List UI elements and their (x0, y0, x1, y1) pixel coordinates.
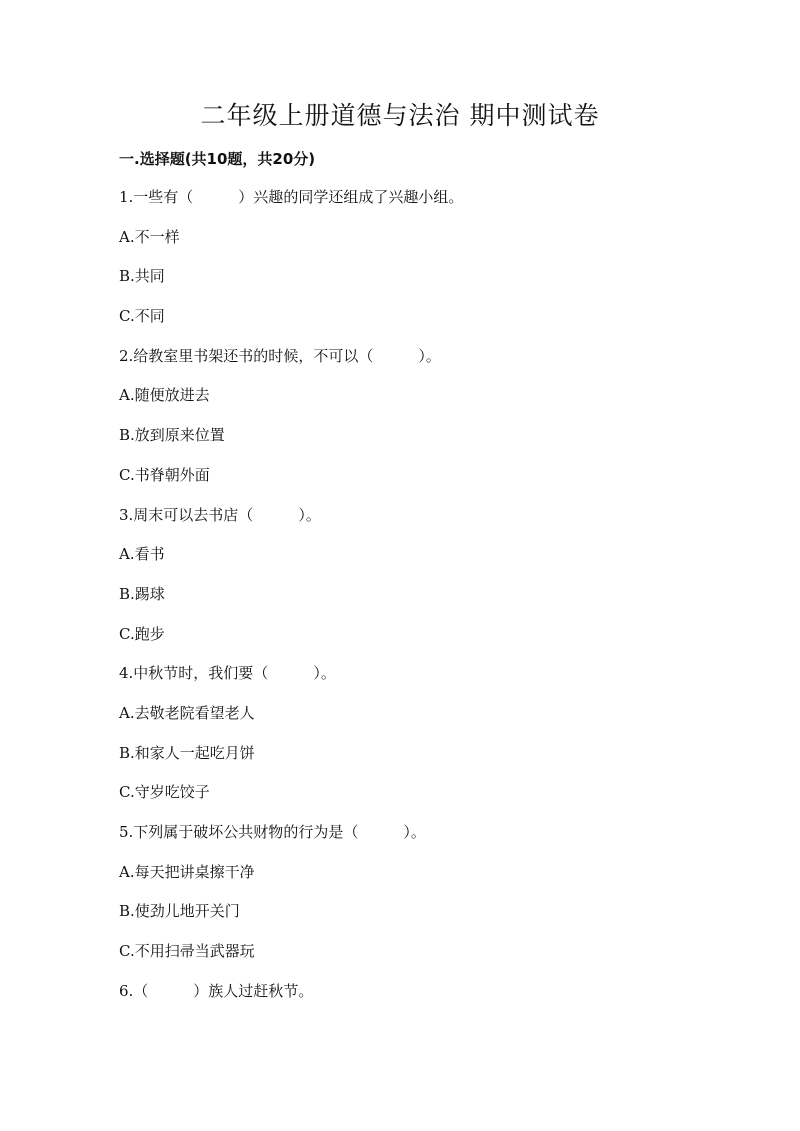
question-5-option-c: C.不用扫帚当武器玩 (119, 942, 255, 961)
question-6-stem: 6.（ ）族人过赶秋节。 (119, 981, 314, 1000)
question-4-option-c: C.守岁吃饺子 (119, 783, 210, 802)
page-title: 二年级上册道德与法治 期中测试卷 (200, 101, 600, 130)
question-3-option-a: A.看书 (119, 545, 165, 564)
section-heading: 一.选择题(共10题，共20分) (119, 150, 316, 168)
question-2-option-b: B.放到原来位置 (119, 426, 225, 445)
question-5-stem: 5.下列属于破坏公共财物的行为是（ ）。 (119, 823, 426, 841)
question-3-stem: 3.周末可以去书店（ ）。 (119, 505, 321, 524)
question-2-option-c: C.书脊朝外面 (119, 465, 210, 484)
question-5-option-a: A.每天把讲桌擦干净 (119, 862, 255, 881)
question-4-option-a: A.去敬老院看望老人 (119, 703, 255, 722)
question-2-option-a: A.随便放进去 (119, 386, 210, 405)
question-list (119, 186, 719, 1019)
question-4-option-b: B.和家人一起吃月饼 (119, 743, 255, 762)
question-1-option-b: B.共同 (119, 267, 165, 286)
question-4-stem: 4.中秋节时，我们要（ ）。 (119, 664, 336, 683)
question-1-stem: 1.一些有（ ）兴趣的同学还组成了兴趣小组。 (119, 188, 464, 206)
question-3-option-b: B.踢球 (119, 584, 165, 603)
question-1-option-a: A.不一样 (119, 227, 180, 246)
question-5-option-b: B.使劲儿地开关门 (119, 902, 240, 921)
question-2-stem: 2.给教室里书架还书的时候，不可以（ ）。 (119, 346, 441, 365)
question-1-option-c: C.不同 (119, 307, 165, 326)
question-3-option-c: C.跑步 (119, 624, 165, 643)
